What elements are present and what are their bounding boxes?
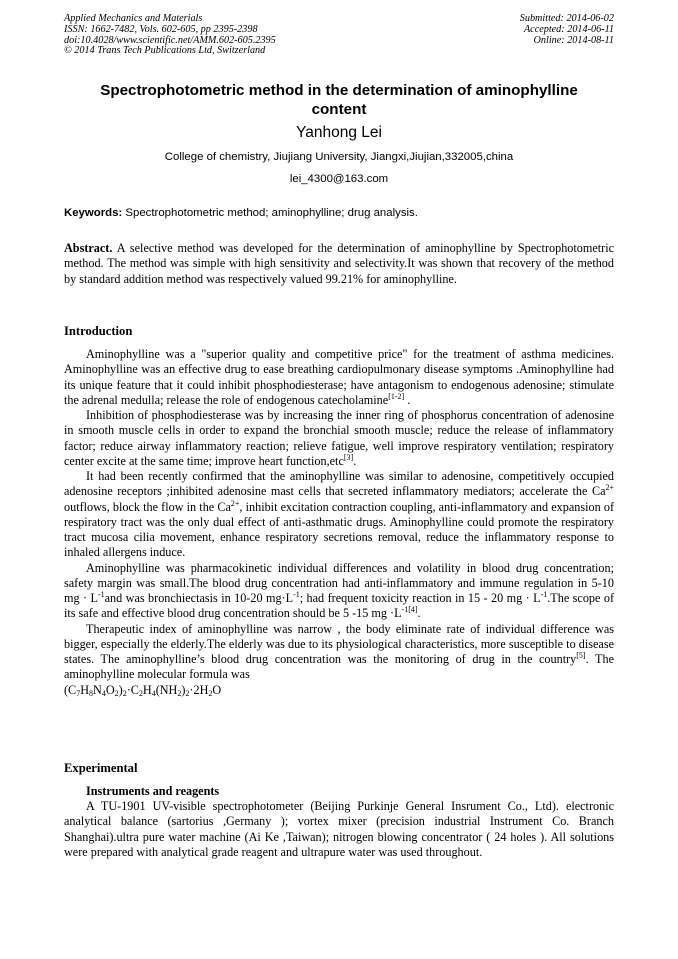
experimental-section bbox=[64, 799, 614, 860]
intro-paragraph-4: Aminophylline was pharmacokinetic individual differences and volatility in blood drug concentration; safety margin was small.The blood drug concentration had anti-inflammatory and immune regulation in 5-10 mg · $L^{-1}and$ was bronchiectasis in 10-20 $mg\cdot L^{-1}$; had frequent toxicity reaction in 15 - 20 mg · $L^{-1}.The$ scope of its safe and effective blood drug concentration should be 5 -15 mg $\cdot L^{-1[4]}$. bbox=[64, 560, 614, 621]
keywords-text: Spectrophotometric method; aminophylline; drug analysis. bbox=[122, 207, 418, 219]
doi: doi:10.4028/www.scientific.net/AMM.602-605.2395 bbox=[64, 34, 276, 46]
citation: [1-2] bbox=[388, 391, 405, 401]
journal-name: Applied Mechanics and Materials bbox=[64, 13, 203, 24]
online-date: Online: 2014-08-11 bbox=[533, 34, 614, 46]
intro-paragraph-3: It had been recently confirmed that the aminophylline was similar to adenosine, competitively occupied adenosine receptors ;inhibited adenosine mast cells that secreted inflammatory mediators; accelerate the $Ca^{2+}$ outflows, block the flow in the $Ca^{2+}$, inhibit excitation contraction coupling, anti-inflammatory and expansion of respiratory tract was the only dual effect of anti-asthmatic drugs. Aminophylline could promote the respiratory tract mucosa cilia movement, enhance respiratory secretions removal, reduce the inflammatory response to inhaled allergens induce. bbox=[64, 469, 615, 560]
copyright: © 2014 Trans Tech Publications Ltd, Switzerland bbox=[64, 45, 266, 57]
author: Yanhong Lei bbox=[296, 124, 382, 141]
title-line-1: Spectrophotometric method in the determination of aminophylline bbox=[100, 82, 578, 99]
instruments-subheading: Instruments and reagents bbox=[86, 784, 220, 798]
citation: [3] bbox=[343, 452, 354, 462]
citation: [5] bbox=[576, 651, 586, 660]
keywords-label: Keywords: bbox=[64, 207, 123, 219]
abstract bbox=[64, 241, 614, 287]
title-line-2: content bbox=[311, 100, 367, 118]
introduction-section bbox=[64, 347, 614, 698]
experimental-paragraph: A TU-1901 UV-visible spectrophotometer (Beijing Purkinje General Insrument Co., Ltd). electronic analytical balance (sartorius ,Germany ); vortex mixer (precision industrial Instrument Co. Branch Shanghai).ultra pure water machine (Ai Ke ,Taiwan); nitrogen blowing concentrator ( 24 holes ). All solutions were prepared with analytical grade reagent and ultrapure water was used throughout. bbox=[64, 799, 614, 859]
author-email: lei_4300@163.com bbox=[289, 173, 389, 185]
paper-title bbox=[64, 82, 614, 119]
introduction-heading: Introduction bbox=[64, 324, 133, 338]
publication-dates bbox=[520, 14, 614, 46]
abstract-label: Abstract. bbox=[64, 241, 113, 255]
intro-paragraph-2: Inhibition of phosphodiesterase was by increasing the inner ring of phosphorus concentration of adenosine in smooth muscle cells in order to expand the bronchial smooth muscle; reduce the release of inflammatory factor; reduce airway inflammatory reaction; relieve fatigue, well improve respiratory ventilation; respiratory center excite at the same time; improve heart function,etc[3]. bbox=[64, 408, 614, 468]
intro-paragraph-5: Therapeutic index of aminophylline was narrow , the body eliminate rate of individual difference was bigger, especially the elderly.The elderly was due to its physiological characteristics, more susceptible to disease states. The aminophylline’s blood drug concentration was the monitoring of drug in the country[5]. The aminophylline molecular formula was bbox=[64, 621, 614, 682]
experimental-heading: Experimental bbox=[64, 761, 138, 775]
abstract-text: A selective method was developed for the determination of aminophylline by Spectrophotometric method. The method was simple with high sensitivity and selectivity.It was shown that recovery of the method by standard addition method was respectively valued 99.21% for aminophylline. bbox=[64, 241, 614, 286]
accepted-date: Accepted: 2014-06-11 bbox=[523, 23, 614, 35]
molecular-formula: $(C_7H_8N_4O_2)_2\cdot C_2H_4(NH_2)_2\cdot 2H_2O$ bbox=[64, 682, 222, 698]
affiliation: College of chemistry, Jiujiang University, Jiangxi,Jiujian,332005,china bbox=[164, 151, 514, 163]
intro-paragraph-1: Aminophylline was a "superior quality and competitive price" for the treatment of asthma medicines. Aminophylline was an effective drug to ease breathing cardiopulmonary disease symptoms .Aminophylline had its unique feature that it could inhibit phosphodiesterase; have antagonism to endogenous adenosine; stimulate the adrenal medulla; release the role of endogenous catecholamine[1-2] . bbox=[64, 347, 614, 407]
issn: ISSN: 1662-7482, Vols. 602-605, pp 2395-2398 bbox=[64, 23, 258, 35]
citation: -1[4] bbox=[401, 605, 418, 615]
journal-info bbox=[64, 14, 276, 57]
submitted-date: Submitted: 2014-06-02 bbox=[519, 13, 614, 24]
keywords bbox=[64, 206, 614, 220]
